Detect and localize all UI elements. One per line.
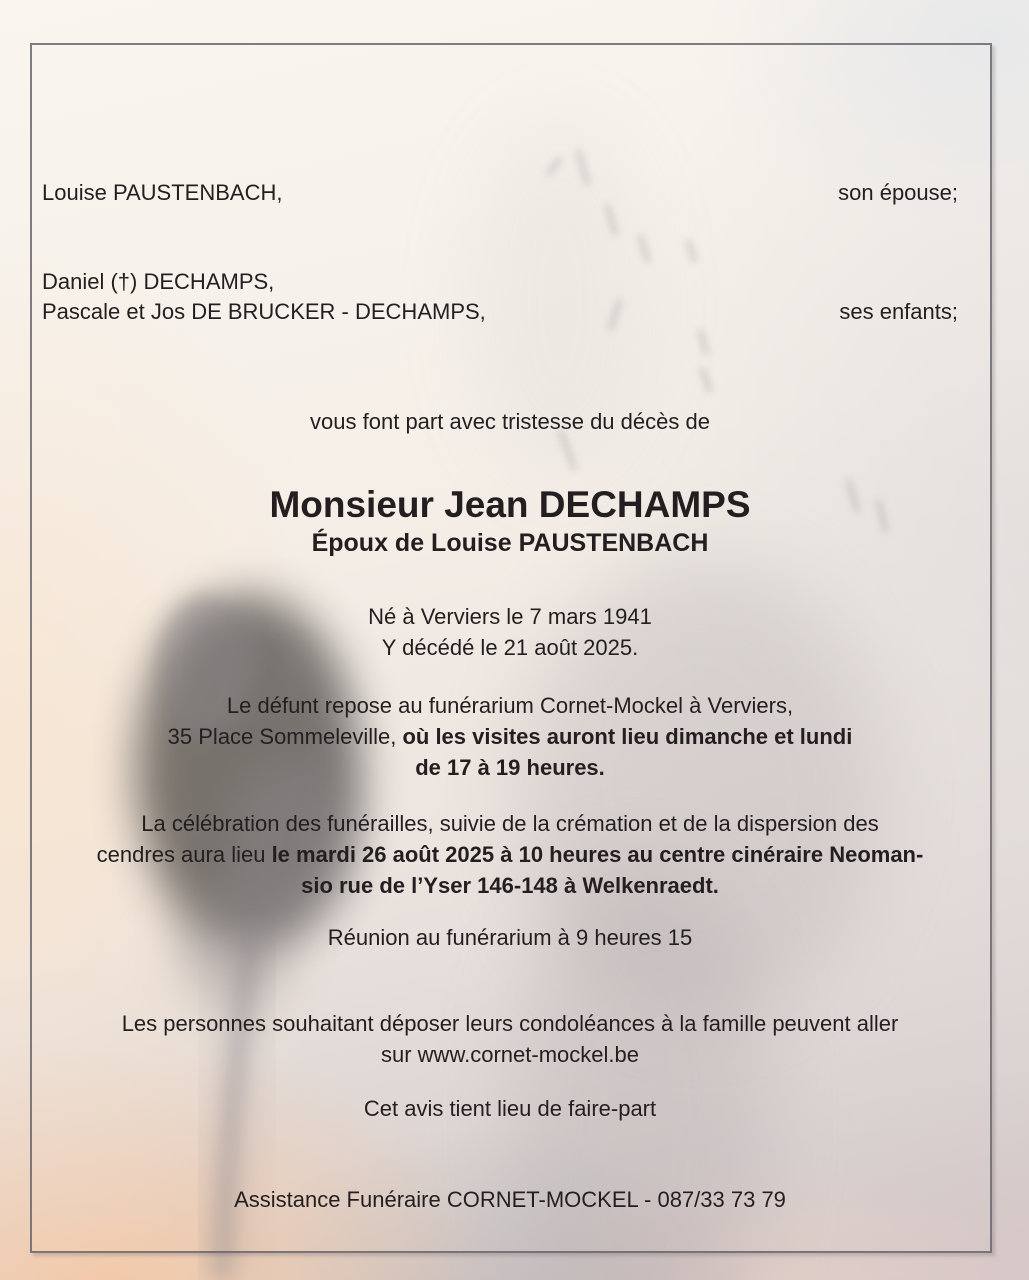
repose-line-2-regular: 35 Place Sommeleville, (167, 724, 403, 749)
repose-line-2-bold: où les visites auront lieu dimanche et lundi (402, 724, 853, 749)
relative-name: Daniel (†) DECHAMPS, (42, 269, 275, 294)
announcement-line: vous font part avec tristesse du décès de (310, 409, 710, 434)
notice-line: Cet avis tient lieu de faire-part (363, 1096, 657, 1121)
repose-line-3: de 17 à 19 heures. (415, 755, 605, 780)
condolences-line-2: sur www.cornet-mockel.be (381, 1042, 639, 1067)
repose-line-1: Le défunt repose au funérarium Cornet-Mockel à Verviers, (226, 693, 794, 718)
relatives-row-children (42, 267, 958, 327)
ceremony-line-2 (42, 839, 978, 870)
meeting-line: Réunion au funérarium à 9 heures 15 (327, 925, 693, 950)
ceremony-line-2-regular: cendres aura lieu (96, 842, 272, 867)
funeral-home-footer: Assistance Funéraire CORNET-MOCKEL - 087/33 73 79 (234, 1187, 786, 1212)
relation-label: ses enfants; (839, 299, 958, 324)
birth-line: Né à Verviers le 7 mars 1941 (368, 604, 652, 629)
ceremony-line-2-bold: le mardi 26 août 2025 à 10 heures au centre cinéraire Neoman- (271, 842, 924, 867)
relative-name: Louise PAUSTENBACH, (42, 180, 283, 205)
deceased-name: Monsieur Jean DECHAMPS (269, 484, 751, 525)
relatives-row-spouse (42, 177, 958, 208)
ceremony-line-3: sio rue de l’Yser 146-148 à Welkenraedt. (301, 873, 719, 898)
relation-label: son épouse; (838, 180, 958, 205)
death-line: Y décédé le 21 août 2025. (381, 635, 639, 660)
relative-name: Pascale et Jos DE BRUCKER - DECHAMPS, (42, 299, 486, 324)
children-names (42, 267, 486, 327)
condolences-line-1: Les personnes souhaitant déposer leurs condoléances à la famille peuvent aller (121, 1011, 899, 1036)
ceremony-line-1: La célébration des funérailles, suivie de la crémation et de la dispersion des (141, 811, 879, 836)
deceased-subtitle: Époux de Louise PAUSTENBACH (311, 529, 709, 557)
repose-line-2 (42, 721, 978, 752)
